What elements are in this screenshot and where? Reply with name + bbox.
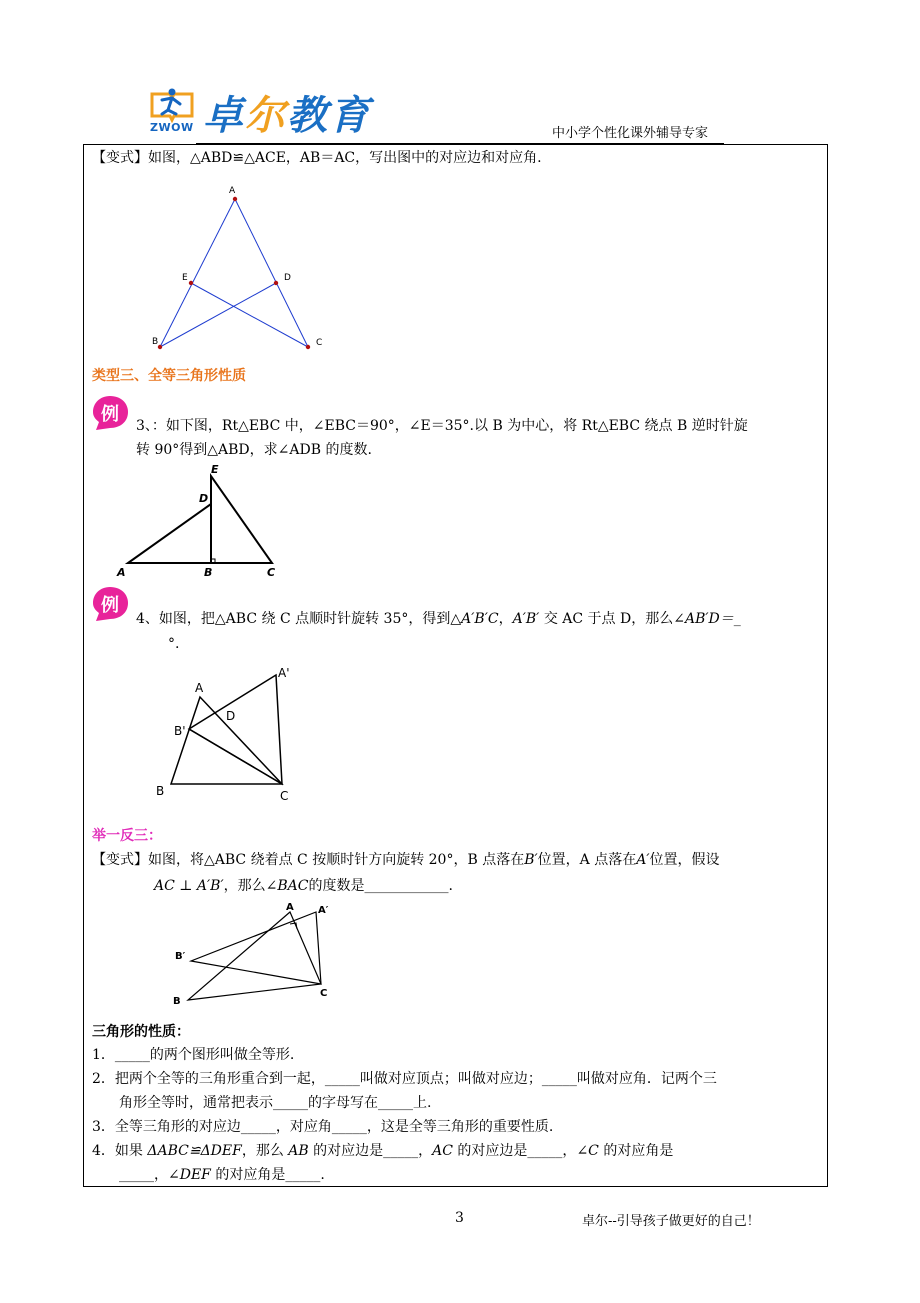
figure-rotation-35: [150, 662, 310, 802]
page-number: 3: [455, 1210, 464, 1226]
example4-line1-a: 4、如图，把△ABC 绕 C 点顺时针旋转 35°，得到△: [136, 611, 462, 627]
properties-item4-angc: ∠C: [576, 1143, 599, 1159]
variant2-line2-angle: ∠BAC: [265, 878, 309, 894]
properties-title: 三角形的性质：: [92, 1024, 190, 1040]
variant2-line2-b: 的度数是____________.: [308, 878, 453, 894]
label-b: B: [156, 784, 165, 798]
point-a: [233, 197, 237, 201]
properties-item2-line1: 2．把两个全等的三角形重合到一起，_____叫做对应顶点；叫做对应边；_____叫做对应角．记两个三: [92, 1071, 717, 1087]
variant1-statement: [92, 148, 542, 168]
properties-item4-tri: ΔABC≌ΔDEF: [147, 1143, 242, 1159]
example3-line2: 转 90°得到△ABD，求∠ADB 的度数.: [136, 442, 372, 458]
label-b: B: [173, 996, 181, 1007]
properties-item2-line2: 角形全等时，通常把表示_____的字母写在_____上.: [119, 1095, 432, 1111]
label-d: D: [284, 273, 291, 283]
example4-line1-seg: A′B′: [512, 611, 540, 627]
figure-abd-ace: [150, 182, 330, 357]
label-e: E: [182, 273, 188, 283]
figure-rt-ebc: [115, 462, 290, 580]
properties-item4-ab: AB: [288, 1143, 309, 1159]
label-c: C: [316, 338, 323, 348]
variant2-line2-a: ，那么: [223, 878, 266, 894]
point-b: [158, 345, 162, 349]
variant1-tag: 【变式】: [92, 150, 148, 166]
logo-text-part-3: 教育: [287, 93, 371, 139]
variant2-line2: [154, 876, 453, 896]
label-a-prime: A': [278, 666, 290, 680]
label-e: E: [211, 463, 219, 476]
example4-line2: °.: [168, 636, 180, 652]
label-b-prime: B': [174, 724, 186, 738]
properties-item4-c: 的对应边是_____，: [308, 1143, 433, 1159]
example4-line1-b: ，: [498, 611, 513, 627]
variant2-line1-b: 位置，A 点落在: [537, 852, 637, 868]
footer-motto: 卓尔--引导孩子做更好的自己！: [582, 1214, 760, 1229]
label-a: A: [286, 902, 294, 913]
figure-rotation-20: [168, 898, 348, 1010]
example4-badge-text: 例: [101, 595, 119, 616]
practice-title: 举一反三：: [92, 828, 162, 844]
logo-text: [203, 84, 371, 141]
example4-line1-tri: A′B′C: [461, 611, 499, 627]
variant2-line1-c: 位置，假设: [649, 852, 720, 868]
example4-line1-angle: ∠AB′D＝: [673, 611, 734, 627]
example4-line1: [136, 609, 741, 629]
label-a: A: [229, 186, 236, 196]
properties-item4-line1: [92, 1141, 673, 1161]
properties-item4-line2-a: _____，: [119, 1167, 168, 1183]
segment-ce: [191, 283, 308, 347]
segment-ab: [160, 199, 235, 347]
variant2-tag: 【变式】: [92, 852, 148, 868]
point-c: [306, 345, 310, 349]
segment-bd: [160, 283, 276, 347]
variant1-text: 如图，△ABD≌△ACE，AB＝AC，写出图中的对应边和对应角.: [148, 150, 542, 166]
segment-b1c: [189, 729, 282, 784]
properties-item4-e: 的对应角是: [598, 1143, 674, 1159]
point-e: [189, 281, 193, 285]
label-d: D: [226, 709, 236, 723]
properties-item4-line2-b: 的对应角是_____.: [210, 1167, 325, 1183]
properties-item4-line2: [119, 1165, 325, 1185]
label-c: C: [267, 566, 276, 579]
properties-item4-d: 的对应边是_____，: [452, 1143, 577, 1159]
section3-title: 类型三、全等三角形性质: [92, 368, 246, 384]
label-a: A: [195, 681, 204, 695]
properties-item4-b: ，那么: [241, 1143, 289, 1159]
segment-ac: [235, 199, 308, 347]
logo-text-part-2: 尔: [245, 93, 287, 139]
variant2-line1: [92, 850, 720, 870]
variant2-line1-ap: A′: [636, 852, 650, 868]
label-b-prime: B′: [175, 951, 186, 962]
label-c: C: [280, 789, 289, 802]
logo-mark: ZWOW: [150, 121, 194, 134]
triangle-abc: [188, 912, 321, 1000]
triangle-ebc: [211, 476, 272, 563]
properties-item4-ac: AC: [432, 1143, 453, 1159]
example3-badge-text: 例: [101, 404, 119, 425]
properties-item4-a: 4．如果: [92, 1143, 148, 1159]
example3-line1: 3、：如下图，Rt△EBC 中，∠EBC＝90°，∠E＝35°.以 B 为中心，将 Rt△EBC 绕点 B 逆时针旋: [136, 418, 748, 434]
properties-item3: 3．全等三角形的对应边_____，对应角_____，这是全等三角形的重要性质.: [92, 1119, 554, 1135]
logo-text-part-1: 卓: [203, 93, 245, 139]
label-c: C: [320, 988, 328, 999]
example4-line1-c: 交 AC 于点 D，那么: [539, 611, 674, 627]
variant2-line1-bp: B′: [524, 852, 538, 868]
example-badge-icon: [90, 584, 130, 622]
label-d: D: [199, 492, 209, 505]
triangle-abd: [128, 504, 211, 563]
label-a-prime: A′: [318, 905, 329, 916]
label-a: A: [117, 566, 126, 579]
properties-item4-angdef: ∠DEF: [168, 1167, 211, 1183]
triangle-a1b1c: [191, 912, 321, 984]
header-slogan: 中小学个性化课外辅导专家: [552, 126, 709, 141]
variant2-line1-a: 如图，将△ABC 绕着点 C 按顺时针方向旋转 20°，B 点落在: [148, 852, 525, 868]
label-b: B: [204, 566, 213, 579]
example4-line1-d: _: [733, 611, 741, 627]
example-badge-icon: [90, 393, 130, 431]
variant2-line2-perp: AC ⊥ A′B′: [154, 878, 224, 894]
point-d: [274, 281, 278, 285]
properties-item1: 1．_____的两个图形叫做全等形.: [92, 1047, 295, 1063]
label-b: B: [152, 337, 159, 347]
